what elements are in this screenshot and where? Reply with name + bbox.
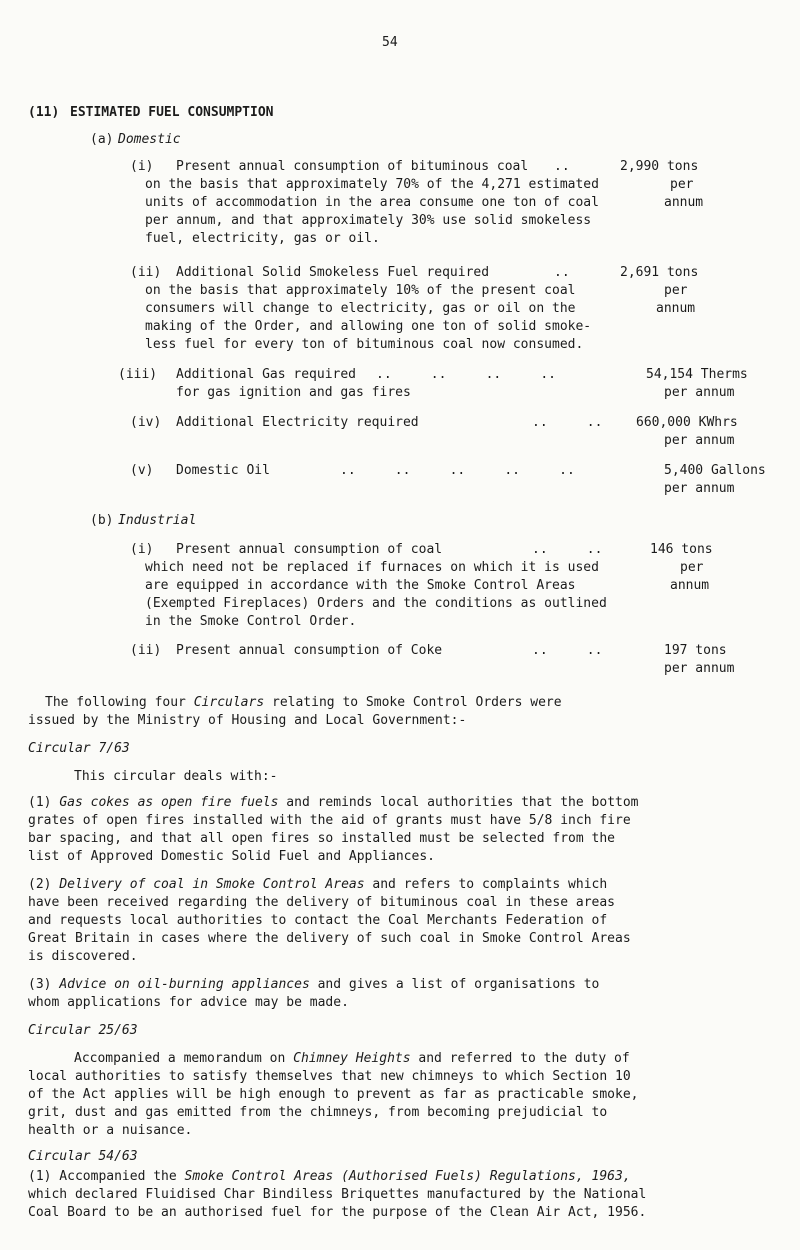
quantity-value: 2,691 tons	[620, 265, 699, 280]
domestic-label: (a)	[90, 132, 114, 147]
leader-dots: .. .. .. .. ..	[340, 463, 575, 478]
circulars-intro	[45, 694, 562, 711]
para-topic: Smoke Control Areas (Authorised Fuels) Regulations, 1963,	[184, 1169, 631, 1184]
industrial-label: (b)	[90, 513, 114, 528]
circular-heading: Circular 7/63	[28, 741, 130, 756]
item-description-line: fuel, electricity, gas or oil.	[145, 231, 380, 246]
industrial-item-number: (ii)	[130, 643, 162, 658]
intro-text: The following four	[45, 695, 194, 710]
paragraph-line: whom applications for advice may be made.	[28, 995, 349, 1010]
para-topic: Chimney Heights	[293, 1051, 411, 1066]
leader-dots: ..	[554, 159, 570, 174]
circular-paragraph-first-line	[74, 1050, 630, 1067]
circular-paragraph-first-line	[28, 1168, 631, 1185]
domestic-item-title: Additional Gas required	[176, 367, 357, 382]
domestic-item-title: Additional Electricity required	[176, 415, 419, 430]
paragraph-line: which declared Fluidised Char Bindiless Briquettes manufactured by the National	[28, 1187, 647, 1202]
quantity-value: 197 tons	[664, 643, 727, 658]
item-description-line: less fuel for every ton of bituminous coal now consumed.	[145, 337, 584, 352]
paragraph-line: and requests local authorities to contact the Coal Merchants Federation of	[28, 913, 608, 928]
quantity-unit: per annum	[664, 481, 735, 496]
para-text: and gives a list of organisations to	[309, 977, 600, 992]
para-topic: Gas cokes as open fire fuels	[59, 795, 279, 810]
quantity-value: 2,990 tons	[620, 159, 699, 174]
quantity-unit: annum	[670, 578, 710, 593]
domestic-item-title: Additional Solid Smokeless Fuel required	[176, 265, 490, 280]
circular-paragraph-first-line	[28, 794, 639, 811]
circular-heading: Circular 54/63	[28, 1149, 138, 1164]
paragraph-line: Great Britain in cases where the delivery of such coal in Smoke Control Areas	[28, 931, 631, 946]
circulars-intro-line: issued by the Ministry of Housing and Local Government:-	[28, 713, 467, 728]
para-number: (2)	[28, 877, 60, 892]
quantity-unit: per	[680, 560, 704, 575]
domestic-item-number: (i)	[130, 159, 154, 174]
industrial-item-number: (i)	[130, 542, 154, 557]
paragraph-line: bar spacing, and that all open fires so installed must be selected from the	[28, 831, 615, 846]
quantity-unit: per annum	[664, 433, 735, 448]
quantity-unit: annum	[664, 195, 704, 210]
para-text: and refers to complaints which	[364, 877, 608, 892]
para-text: and referred to the duty of	[410, 1051, 630, 1066]
para-text: (1) Accompanied the	[28, 1169, 185, 1184]
paragraph-line: health or a nuisance.	[28, 1123, 193, 1138]
paragraph-line: local authorities to satisfy themselves that new chimneys to which Section 10	[28, 1069, 631, 1084]
quantity-unit: per	[664, 283, 688, 298]
leader-dots: .. ..	[532, 415, 603, 430]
paragraph-line: grit, dust and gas emitted from the chimneys, from becoming prejudicial to	[28, 1105, 608, 1120]
para-number: (3)	[28, 977, 60, 992]
quantity-unit: per annum	[664, 385, 735, 400]
para-number: (1)	[28, 795, 60, 810]
domestic-heading: Domestic	[118, 132, 181, 147]
item-description-line: per annum, and that approximately 30% use solid smokeless	[145, 213, 592, 228]
domestic-item-number: (ii)	[130, 265, 162, 280]
item-description-line: on the basis that approximately 70% of the 4,271 estimated	[145, 177, 599, 192]
circular-heading: Circular 25/63	[28, 1023, 138, 1038]
paragraph-line: have been received regarding the delivery of bituminous coal in these areas	[28, 895, 615, 910]
quantity-value: 5,400 Gallons	[664, 463, 766, 478]
domestic-item-number: (v)	[130, 463, 154, 478]
item-description-line: (Exempted Fireplaces) Orders and the conditions as outlined	[145, 596, 607, 611]
quantity-value: 54,154 Therms	[646, 367, 748, 382]
circular-paragraph-first-line	[28, 876, 607, 893]
paragraph-line: is discovered.	[28, 949, 138, 964]
circular-intro: This circular deals with:-	[74, 769, 278, 784]
section-number: (11)	[28, 105, 60, 120]
quantity-unit: per	[670, 177, 694, 192]
quantity-unit: annum	[656, 301, 696, 316]
item-description-line: are equipped in accordance with the Smoke Control Areas	[145, 578, 576, 593]
industrial-item-title: Present annual consumption of coal	[176, 542, 443, 557]
item-description-line: on the basis that approximately 10% of the present coal	[145, 283, 576, 298]
item-description-line: units of accommodation in the area consume one ton of coal	[145, 195, 599, 210]
industrial-item-title: Present annual consumption of Coke	[176, 643, 443, 658]
para-topic: Delivery of coal in Smoke Control Areas	[59, 877, 365, 892]
industrial-heading: Industrial	[118, 513, 197, 528]
intro-italic: Circulars	[193, 695, 265, 710]
circular-paragraph-first-line	[28, 976, 599, 993]
domestic-item-number: (iv)	[130, 415, 162, 430]
quantity-unit: per annum	[664, 661, 735, 676]
item-description-line: for gas ignition and gas fires	[176, 385, 411, 400]
para-topic: Advice on oil-burning appliances	[59, 977, 310, 992]
item-description-line: which need not be replaced if furnaces on which it is used	[145, 560, 599, 575]
leader-dots: .. .. .. ..	[376, 367, 557, 382]
quantity-value: 660,000 KWhrs	[636, 415, 738, 430]
section-title: ESTIMATED FUEL CONSUMPTION	[70, 105, 274, 120]
para-text: and reminds local authorities that the bottom	[278, 795, 639, 810]
item-description-line: consumers will change to electricity, gas or oil on the	[145, 301, 576, 316]
page-number: 54	[382, 35, 398, 50]
para-text: Accompanied a memorandum on	[74, 1051, 294, 1066]
intro-text: relating to Smoke Control Orders were	[264, 695, 562, 710]
domestic-item-title: Present annual consumption of bituminous coal	[176, 159, 529, 174]
leader-dots: ..	[554, 265, 570, 280]
paragraph-line: list of Approved Domestic Solid Fuel and Appliances.	[28, 849, 435, 864]
paragraph-line: of the Act applies will be high enough to prevent as far as practicable smoke,	[28, 1087, 639, 1102]
paragraph-line: grates of open fires installed with the aid of grants must have 5/8 inch fire	[28, 813, 631, 828]
paragraph-line: Coal Board to be an authorised fuel for the purpose of the Clean Air Act, 1956.	[28, 1205, 647, 1220]
item-description-line: in the Smoke Control Order.	[145, 614, 357, 629]
domestic-item-title: Domestic Oil	[176, 463, 270, 478]
leader-dots: .. ..	[532, 643, 603, 658]
quantity-value: 146 tons	[650, 542, 713, 557]
domestic-item-number: (iii)	[118, 367, 158, 382]
item-description-line: making of the Order, and allowing one ton of solid smoke-	[145, 319, 592, 334]
leader-dots: .. ..	[532, 542, 603, 557]
